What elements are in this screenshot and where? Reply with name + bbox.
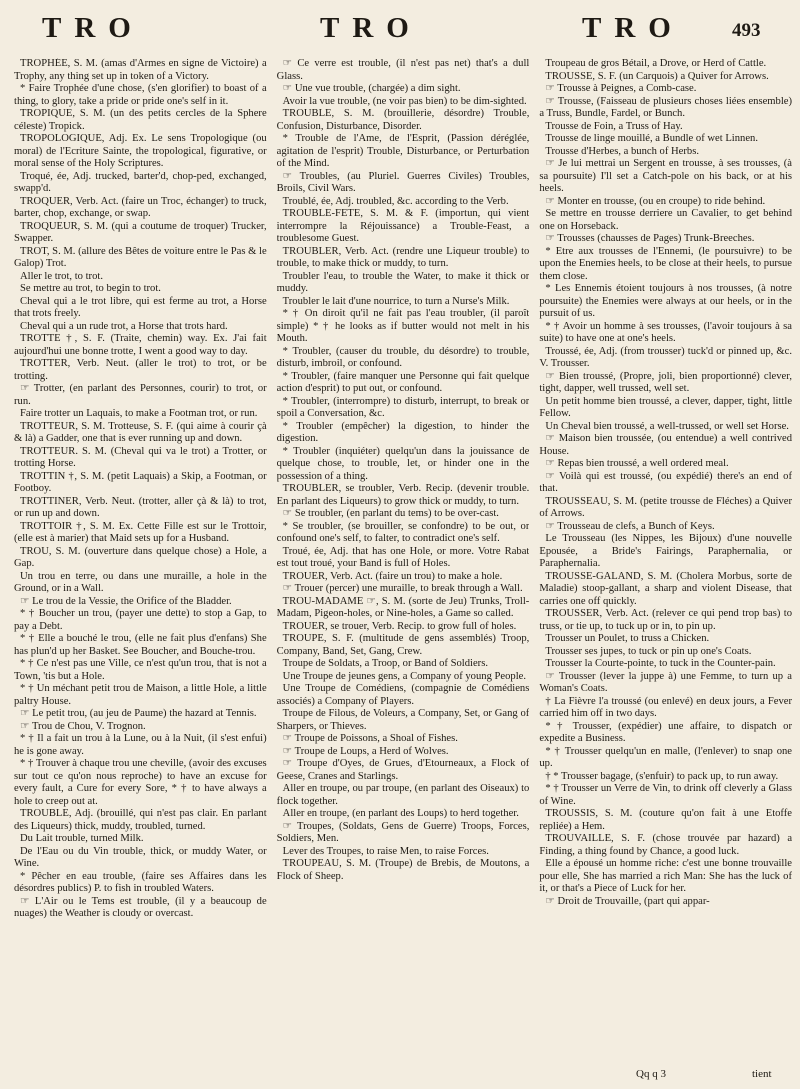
dictionary-entry: TROUVAILLE, S. F. (chose trouvée par hazard) a Finding, a thing found by Chance, a good luck. [539, 833, 793, 857]
dictionary-entry: * † Trousser quelqu'un en malle, (l'enlever) to snap one up. [539, 745, 793, 769]
dictionary-entry: TROPOLOGIQUE, Adj. Ex. Le sens Tropologique (ou moral) de l'Ecriture Sainte, the tropological, figurative, or moral sense of the Holy Scriptures. [14, 133, 267, 169]
dictionary-entry: ☞ Trousse, (Faisseau de plusieurs choses liées ensemble) a Truss, Bundle, Fardel, or Bunch. [539, 95, 793, 119]
dictionary-entry: TROUBLE-FETE, S. M. & F. (importun, qui vient interrompre la Réjouissance) a Trouble-Feast, a troublesome Guest. [276, 208, 530, 244]
dictionary-entry: Troqué, ée, Adj. trucked, barter'd, chop-ped, exchanged, swapp'd. [14, 170, 267, 194]
dictionary-entry: * Troubler, (causer du trouble, du désordre) to trouble, disturb, imbroil, or confound. [276, 345, 530, 369]
dictionary-entry: TROTTE †, S. F. (Traite, chemin) way. Ex. J'ai fait aujourd'hui une bonne trotte, I went a good way to day. [14, 333, 267, 357]
dictionary-entry: Trousse de Foin, a Truss of Hay. [545, 120, 683, 132]
dictionary-entry: TROUBLE, S. M. (brouillerie, désordre) Trouble, Confusion, Disturbance, Disorder. [276, 108, 530, 132]
dictionary-entry: ☞ Voilà qui est troussé, (ou expédié) there's an end of that. [539, 470, 793, 494]
dictionary-entry: * † Elle a bouché le trou, (elle ne fait plus d'enfans) She has plun'd up her Basket. See Boucher, and Bouche-trou. [14, 633, 267, 657]
dictionary-entry: ☞ Troupe de Poissons, a Shoal of Fishes. [282, 733, 458, 744]
running-head [0, 8, 800, 50]
dictionary-entry: * † Avoir un homme à ses trousses, (l'avoir toujours à sa suite) to have one at one's heels. [539, 320, 793, 344]
dictionary-entry: Troubler l'eau, to trouble the Water, to make it thick or muddy. [276, 270, 530, 294]
dictionary-entry: * † Trousser un Verre de Vin, to drink off cleverly a Glass of Wine. [539, 783, 793, 807]
dictionary-entry: Trousse de linge mouillé, a Bundle of wet Linnen. [545, 133, 758, 144]
dictionary-entry: TROUER, Verb. Act. (faire un trou) to make a hole. [282, 570, 503, 582]
dictionary-entry: * Troubler (empêcher) la digestion, to hinder the digestion. [276, 420, 530, 444]
running-head-left: TRO [42, 12, 144, 44]
dictionary-entry: Une Troupe de jeunes gens, a Company of young People. [282, 670, 527, 682]
dictionary-entry: Un trou en terre, ou dans une muraille, a hole in the Ground, or in a Wall. [14, 570, 267, 594]
dictionary-entry: Trousser la Courte-pointe, to tuck in the Counter-pain. [545, 658, 776, 669]
dictionary-entry: TROQUER, Verb. Act. (faire un Troc, échanger) to truck, barter, chop, exchange, or swap. [14, 195, 267, 219]
dictionary-entry: * Trouble de l'Ame, de l'Esprit, (Passion déréglée, agitation de l'esprit) Trouble, Disturbance, or Perturbation of the Mind. [276, 133, 530, 169]
dictionary-entry: Troupe de Filous, de Voleurs, a Company, Set, or Gang of Sharpers, or Thieves. [276, 708, 530, 732]
dictionary-entry: * † Trousser, (expédier) une affaire, to dispatch or expedite a Business. [539, 720, 793, 744]
column-middle [277, 58, 530, 1078]
dictionary-entry: * † Il a fait un trou à la Lune, ou à la Nuit, (il s'est enfui) he is gone away. [14, 733, 267, 757]
dictionary-entry: De l'Eau ou du Vin trouble, thick, or muddy Water, or Wine. [14, 845, 267, 869]
dictionary-entry: ☞ Trousser (lever la juppe à) une Femme, to turn up a Woman's Coats. [539, 670, 793, 694]
dictionary-entry: ☞ Le petit trou, (au jeu de Paume) the hazard at Tennis. [20, 708, 257, 719]
dictionary-entry: Avoir la vue trouble, (ne voir pas bien) to be dim-sighted. [282, 95, 527, 107]
dictionary-entry: * Troubler (inquiéter) quelqu'un dans la jouissance de quelque chose, to trouble, let, or hinder one in the possession of a thing. [276, 445, 530, 482]
dictionary-entry: TROUBLE, Adj. (brouillé, qui n'est pas clair. En parlant des Liqueurs) thick, muddy, troubled, turned. [14, 808, 267, 832]
dictionary-entry: TROU, S. M. (ouverture dans quelque chose) a Hole, a Gap. [14, 545, 267, 569]
dictionary-entry: Troué, ée, Adj. that has one Hole, or more. Votre Rabat est tout troué, your Band is full of Holes. [276, 545, 530, 569]
dictionary-entry: * † Boucher un trou, (payer une dette) to stop a Gap, to pay a Debt. [14, 608, 267, 632]
dictionary-entry: TROT, S. M. (allure des Bêtes de voiture entre le Pas & le Galop) Trot. [14, 245, 267, 269]
dictionary-entry: * Troubler, (faire manquer une Personne qui fait quelque action d'esprit) to put out, or confound. [276, 370, 530, 394]
dictionary-entry: ☞ Maison bien troussée, (ou entendue) a well contrived House. [539, 433, 793, 457]
dictionary-entry: Trousse d'Herbes, a bunch of Herbs. [545, 145, 699, 157]
dictionary-entry: ☞ Trouer (percer) une muraille, to break through a Wall. [282, 583, 523, 594]
catchword: tient [752, 1068, 772, 1080]
dictionary-entry: ☞ Une vue trouble, (chargée) a dim sight. [282, 83, 461, 94]
dictionary-entry: TROTTEUR. S. M. (Cheval qui va le trot) a Trotter, or trotting Horse. [14, 445, 267, 469]
dictionary-entry: * Pêcher en eau trouble, (faire ses Affaires dans les désordres publics) P. to fish in troubled Waters. [14, 870, 267, 894]
dictionary-entry: * Etre aux trousses de l'Ennemi, (le poursuivre) to be upon the Enemies heels, to be close at their heels, to pursue them close. [539, 245, 793, 282]
dictionary-entry: * Les Ennemis étoient toujours à nos trousses, (à notre poursuite) the Enemies were always at our heels, or in the pursuit of us. [539, 283, 793, 319]
dictionary-entry: ☞ Droit de Trouvaille, (part qui appar- [545, 895, 710, 907]
dictionary-entry: TROU-MADAME ☞, S. M. (sorte de Jeu) Trunks, Troll-Madam, Pigeon-holes, or Nine-holes, a Game so called. [276, 595, 530, 619]
dictionary-entry: ☞ Monter en trousse, (ou en croupe) to ride behind. [545, 195, 766, 207]
dictionary-entry: TROTTINER, Verb. Neut. (trotter, aller çà & là) to trot, or run up and down. [14, 495, 267, 519]
dictionary-entry: TROPIQUE, S. M. (un des petits cercles de la Sphere céleste) Tropick. [14, 108, 267, 132]
dictionary-entry: Se mettre en trousse derriere un Cavalier, to get behind one on Horseback. [539, 208, 793, 232]
dictionary-entry: TROUSSE-GALAND, S. M. (Cholera Morbus, sorte de Maladie) stoop-gallant, a sharp and violent Disease, that carries one off quickly. [539, 570, 793, 607]
dictionary-entry: TROQUEUR, S. M. (qui a coutume de troquer) Trucker, Swapper. [14, 220, 267, 244]
dictionary-entry: ☞ Trotter, (en parlant des Personnes, courir) to trot, or run. [14, 383, 267, 407]
dictionary-entry: ☞ Troupes, (Soldats, Gens de Guerre) Troops, Forces, Soldiers, Men. [276, 820, 530, 844]
dictionary-entry: Aller en troupe, (en parlant des Loups) to herd together. [282, 808, 519, 819]
dictionary-entry: TROUSSEAU, S. M. (petite trousse de Fléches) a Quiver of Arrows. [539, 495, 793, 519]
dictionary-entry: Cheval qui a un rude trot, a Horse that trots hard. [20, 320, 228, 332]
dictionary-entry: TROTTEUR, S. M. Trotteuse, S. F. (qui aime à courir çà & là) a Gadder, one that is ever running up and down. [14, 420, 267, 444]
dictionary-entry: ☞ Se troubler, (en parlant du tems) to be over-cast. [282, 508, 499, 519]
dictionary-entry: TROUBLER, Verb. Act. (rendre une Liqueur trouble) to trouble, to make thick or muddy, to turn. [276, 245, 530, 269]
dictionary-entry: Le Trousseau (les Nippes, les Bijoux) d'une nouvelle Epousée, a Bride's Fairings, Paraphernalia, or Paraphernalia. [539, 533, 793, 569]
dictionary-entry: ☞ Ce verre est trouble, (il n'est pas net) that's a dull Glass. [276, 58, 530, 82]
dictionary-entry: TROTTER, Verb. Neut. (aller le trot) to trot, or be trotting. [14, 358, 267, 382]
dictionary-entry: TROUSSE, S. F. (un Carquois) a Quiver for Arrows. [545, 70, 769, 82]
dictionary-entry: TROUSSIS, S. M. (couture qu'on fait à une Etoffe repliée) a Hem. [539, 808, 793, 832]
dictionary-entry: * † Trouver à chaque trou une cheville, (avoir des excuses sur tout ce qu'on nous reproche) to have an excuse for every fault, a Cure for every Sore, * † to have always a hole to creep out at. [14, 758, 267, 807]
dictionary-entry: ☞ Trousses (chausses de Pages) Trunk-Breeches. [545, 233, 755, 244]
page-number: 493 [732, 20, 761, 41]
dictionary-entry: Du Lait trouble, turned Milk. [20, 833, 144, 844]
dictionary-entry: Troublé, ée, Adj. troubled, &c. according to the Verb. [282, 195, 509, 207]
dictionary-entry: TROUER, se trouer, Verb. Recip. to grow full of holes. [282, 620, 517, 632]
dictionary-entry: ☞ Je lui mettrai un Sergent en trousse, à ses trousses, (à sa poursuite) I'll set a Catch-pole on his back, or at his heels. [539, 158, 793, 194]
dictionary-entry: Lever des Troupes, to raise Men, to raise Forces. [282, 845, 489, 857]
dictionary-entry: ☞ L'Air ou le Tems est trouble, (il y a beaucoup de nuages) the Weather is cloudy or overcast. [14, 895, 267, 919]
dictionary-entry: * † Ce n'est pas une Ville, ce n'est qu'un trou, that is not a Town, 'tis but a Hole. [14, 658, 267, 682]
dictionary-entry: ☞ Trou de Chou, V. Trognon. [20, 720, 146, 732]
column-right [539, 58, 792, 1078]
dictionary-entry: † La Fièvre l'a troussé (ou enlevé) en deux jours, a Fever carried him off in two days. [539, 695, 793, 719]
dictionary-entry: ☞ Troupe de Loups, a Herd of Wolves. [282, 745, 449, 757]
dictionary-entry: Une Troupe de Comédiens, (compagnie de Comédiens associés) a Company of Players. [276, 683, 530, 707]
dictionary-entry: Un petit homme bien troussé, a clever, dapper, tight, little Fellow. [539, 395, 793, 419]
dictionary-entry: ☞ Repas bien troussé, a well ordered meal. [545, 458, 729, 469]
dictionary-entry: TROUPE, S. F. (multitude de gens assemblés) Troop, Company, Band, Set, Gang, Crew. [276, 633, 530, 657]
dictionary-entry: Trousser ses jupes, to tuck or pin up one's Coats. [545, 645, 752, 657]
dictionary-entry: Se mettre au trot, to begin to trot. [20, 283, 161, 294]
dictionary-entry: Troupe de Soldats, a Troop, or Band of Soldiers. [282, 658, 488, 669]
dictionary-entry: ☞ Bien troussé, (Propre, joli, bien proportionné) clever, tight, dapper, well trussed, well set. [539, 370, 793, 394]
dictionary-entry: * Troubler, (interrompre) to disturb, interrupt, to break or spoil a Conversation, &c. [276, 395, 530, 419]
signature-mark: Qq q 3 [636, 1068, 666, 1080]
dictionary-entry: * † Un méchant petit trou de Maison, a little Hole, a little paltry House. [14, 683, 267, 707]
dictionary-entry: ☞ Troupe d'Oyes, de Grues, d'Etourneaux, a Flock of Geese, Cranes and Starlings. [276, 758, 530, 782]
dictionary-columns [14, 58, 792, 1078]
dictionary-entry: † * Trousser bagage, (s'enfuir) to pack up, to run away. [545, 770, 779, 782]
dictionary-entry: ☞ Trousseau de clefs, a Bunch of Keys. [545, 520, 715, 532]
dictionary-entry: TROUBLER, se troubler, Verb. Recip. (devenir trouble. En parlant des Liqueurs) to grow thick or muddy, to turn. [276, 483, 530, 507]
dictionary-entry: Un Cheval bien troussé, a well-trussed, or well set Horse. [545, 420, 789, 432]
dictionary-entry: Aller le trot, to trot. [20, 270, 103, 282]
dictionary-entry: TROUPEAU, S. M. (Troupe) de Brebis, de Moutons, a Flock of Sheep. [276, 858, 530, 882]
dictionary-entry: ☞ Le trou de la Vessie, the Orifice of the Bladder. [20, 595, 232, 607]
dictionary-entry: Faire trotter un Laquais, to make a Footman trot, or run. [20, 408, 258, 419]
dictionary-entry: Troubler le lait d'une nourrice, to turn a Nurse's Milk. [282, 295, 510, 307]
dictionary-entry: TROTTIN †, S. M. (petit Laquais) a Skip, a Footman, or Footboy. [14, 470, 267, 494]
dictionary-entry: ☞ Trousse à Peignes, a Comb-case. [545, 83, 697, 94]
column-left [14, 58, 267, 1078]
dictionary-entry: Troupeau de gros Bétail, a Drove, or Herd of Cattle. [545, 58, 767, 69]
dictionary-entry: Troussé, ée, Adj. (from trousser) tuck'd or pinned up, &c. V. Trousser. [539, 345, 793, 369]
dictionary-entry: ☞ Troubles, (au Pluriel. Guerres Civiles) Troubles, Broils, Civil Wars. [276, 170, 530, 194]
dictionary-entry: TROUSSER, Verb. Act. (relever ce qui pend trop bas) to truss, or tie up, to tuck up or in, to pin up. [539, 608, 793, 632]
running-head-center: TRO [320, 12, 422, 44]
dictionary-entry: Trousser un Poulet, to truss a Chicken. [545, 633, 710, 644]
dictionary-entry: * Faire Trophée d'une chose, (s'en glorifier) to boast of a thing, to glory, take a pride or pride one's self in it. [14, 83, 267, 107]
dictionary-entry: * † On diroit qu'il ne fait pas l'eau troubler, (il paroît simple) * † he looks as if butter would not melt in his Mouth. [276, 308, 530, 344]
dictionary-entry: TROPHÉE, S. M. (amas d'Armes en signe de Victoire) a Trophy, any thing set up in token of a Victory. [14, 58, 267, 82]
running-head-right: TRO [582, 12, 684, 44]
dictionary-entry: Cheval qui a le trot libre, qui est ferme au trot, a Horse that trots freely. [14, 295, 267, 319]
dictionary-entry: TROTTOIR †, S. M. Ex. Cette Fille est sur le Trottoir, (elle est à marier) that Maid sets up for a Husband. [14, 520, 267, 544]
dictionary-entry: Aller en troupe, ou par troupe, (en parlant des Oiseaux) to flock together. [276, 783, 530, 807]
dictionary-entry: Elle a épousé un homme riche: c'est une bonne trouvaille pour elle, She has married a rich Man: She has the luck of it, or that's a Piece of Luck for her. [539, 858, 793, 894]
dictionary-entry: * Se troubler, (se brouiller, se confondre) to be out, or confound one's self, to falter, to contradict one's self. [276, 520, 530, 544]
